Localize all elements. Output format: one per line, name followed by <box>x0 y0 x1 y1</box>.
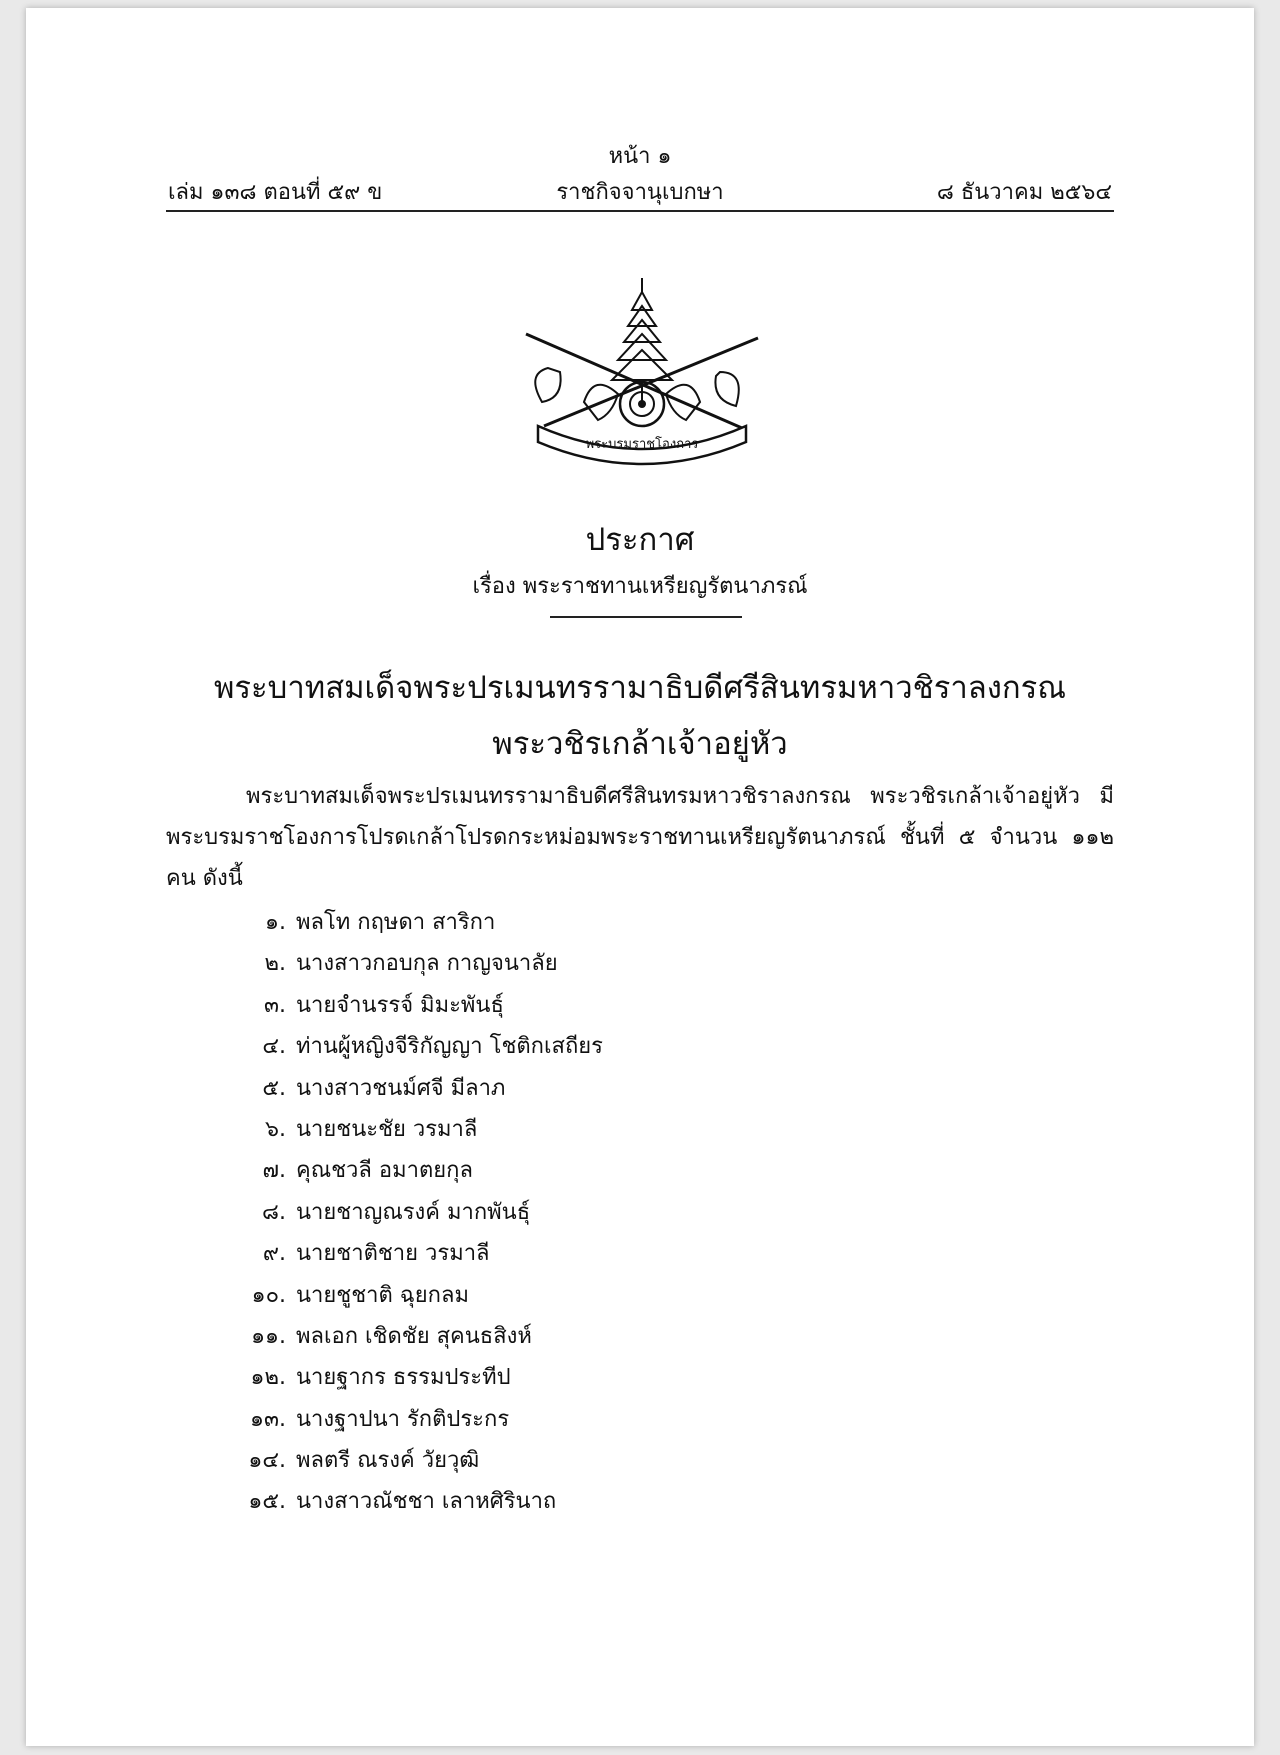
list-item-name: นางสาวชนม์ศจี มีลาภ <box>296 1075 506 1101</box>
list-item <box>226 1440 603 1481</box>
list-item-number: ๑๑. <box>251 1323 286 1349</box>
list-item <box>226 1233 603 1274</box>
page-number: หน้า ๑ <box>608 144 672 169</box>
list-item-number: ๓. <box>263 992 286 1018</box>
list-item-name: พลเอก เชิดชัย สุคนธสิงห์ <box>296 1323 532 1349</box>
list-item-name: นายฐากร ธรรมประทีป <box>296 1365 511 1391</box>
list-item-number: ๔. <box>262 1034 286 1060</box>
list-item-number: ๑๓. <box>250 1406 286 1432</box>
list-item-number: ๖. <box>265 1116 286 1142</box>
king-name-line-2: พระวชิรเกล้าเจ้าอยู่หัว <box>492 726 788 762</box>
gazette-page <box>26 8 1254 1746</box>
list-item <box>226 1316 603 1357</box>
list-item <box>226 1399 603 1440</box>
list-item-number: ๕. <box>262 1075 286 1101</box>
king-name-line-1: พระบาทสมเด็จพระปรเมนทรรามาธิบดีศรีสินทรมหาวชิราลงกรณ <box>213 670 1067 706</box>
emblem-seal-text: พระบรมราชโองการ <box>585 437 699 452</box>
list-item <box>226 1275 603 1316</box>
gazette-header <box>166 174 1114 212</box>
list-item <box>226 985 603 1026</box>
list-item <box>226 1026 603 1067</box>
volume-issue: เล่ม ๑๓๘ ตอนที่ ๕๙ ข <box>168 180 383 205</box>
king-name <box>26 660 1254 772</box>
list-item-name: พลโท กฤษดา สาริกา <box>296 910 496 935</box>
list-item-name: นายชาติชาย วรมาลี <box>296 1241 490 1267</box>
list-item-number: ๗. <box>262 1158 286 1184</box>
list-item <box>226 1109 603 1150</box>
recipient-list <box>226 902 603 1523</box>
list-item <box>226 1150 603 1191</box>
list-item-number: ๑๕. <box>248 1489 286 1515</box>
list-item <box>226 1357 603 1398</box>
divider <box>550 616 742 618</box>
list-item-name: นายชูชาติ ฉุยกลม <box>296 1282 469 1308</box>
list-item-name: นายจำนรรจ์ มิมะพันธุ์ <box>296 992 504 1018</box>
list-item-name: พลตรี ณรงค์ วัยวุฒิ <box>296 1448 480 1474</box>
list-item-name: คุณชวลี อมาตยกุล <box>296 1158 473 1184</box>
list-item <box>226 902 603 943</box>
list-item-number: ๒. <box>264 951 286 977</box>
list-item-name: นางสาวณัชชา เลาหศิรินาถ <box>296 1489 557 1515</box>
list-item-name: นางฐาปนา รักติประกร <box>296 1406 510 1432</box>
announcement-body: พระบาทสมเด็จพระปรเมนทรรามาธิบดีศรีสินทรมหาวชิราลงกรณ พระวชิรเกล้าเจ้าอยู่หัว มีพระบรมราชโองการโปรดเกล้าโปรดกระหม่อมพระราชทานเหรียญรัตนาภรณ์ ชั้นที่ ๕ จำนวน ๑๑๒ คน ดังนี้ <box>166 784 1114 891</box>
list-item-name: นายชาญณรงค์ มากพันธุ์ <box>296 1199 531 1225</box>
list-item-number: ๙. <box>262 1241 286 1267</box>
issue-date: ๘ ธันวาคม ๒๕๖๔ <box>936 180 1112 205</box>
list-item-number: ๑๒. <box>250 1365 286 1391</box>
list-item-number: ๑๔. <box>248 1448 286 1474</box>
list-item-name: ท่านผู้หญิงจีริกัญญา โชติกเสถียร <box>296 1034 603 1060</box>
royal-emblem-icon <box>514 276 770 466</box>
list-item-number: ๑๐. <box>251 1282 286 1308</box>
list-item <box>226 1481 603 1522</box>
gazette-name: ราชกิจจานุเบกษา <box>556 180 724 205</box>
list-item-name: นายชนะชัย วรมาลี <box>296 1116 478 1142</box>
list-item <box>226 1068 603 1109</box>
list-item-number: ๘. <box>262 1199 286 1225</box>
announcement-subject: เรื่อง พระราชทานเหรียญรัตนาภรณ์ <box>472 574 808 599</box>
list-item <box>226 1192 603 1233</box>
list-item <box>226 943 603 984</box>
announcement-title: ประกาศ <box>585 522 695 558</box>
list-item-name: นางสาวกอบกุล กาญจนาลัย <box>296 951 558 977</box>
list-item-number: ๑. <box>265 910 286 935</box>
